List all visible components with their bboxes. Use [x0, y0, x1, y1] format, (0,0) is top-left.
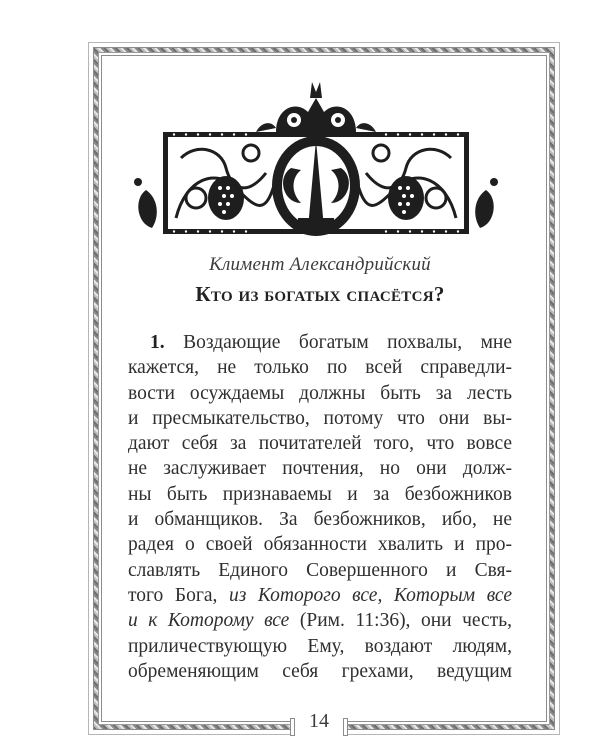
text-line: [128, 659, 512, 684]
text-run: того Бога,: [128, 584, 229, 606]
text-run: радея о своей обязанности хвалить и про-: [128, 534, 512, 556]
text-line: [128, 355, 512, 380]
text-line: [128, 456, 512, 481]
text-run: не заслуживает почтения, но они долж-: [128, 458, 512, 480]
text-line: [128, 583, 512, 608]
text-line: [128, 608, 512, 633]
body-paragraph: [128, 330, 512, 684]
text-run: вости осуждаемы должны быть за лесть: [128, 382, 512, 404]
text-run: ны быть признаваемы и за безбожников: [128, 483, 512, 505]
text-line: [128, 431, 512, 456]
text-line: [128, 482, 512, 507]
text-run: (Рим. 11:36), они честь,: [289, 610, 512, 632]
chapter-title: Кто из богатых спасётся?: [195, 282, 445, 306]
text-run: Воздающие богатым похвалы, мне: [183, 332, 512, 353]
text-run: и пресмыкательство, потому что они вы-: [128, 407, 512, 429]
page-number: 14: [309, 710, 329, 732]
text-line: [128, 381, 512, 406]
text-line: [128, 507, 512, 532]
text-line: [128, 406, 512, 431]
text-run: и обманщиков. За безбожников, ибо, не: [128, 509, 512, 531]
text-line: [128, 634, 512, 659]
text-run: дают себя за почитателей того, что вовсе: [128, 433, 512, 455]
scripture-quote: из Которого все, Которым все: [228, 584, 512, 606]
paragraph-number: 1.: [150, 332, 184, 353]
scripture-quote: и к Которому все: [128, 610, 290, 632]
text-line: [128, 558, 512, 583]
text-run: славлять Единого Совершенного и Свя-: [128, 559, 512, 581]
text-line: [128, 330, 512, 355]
floral-headpiece-ornament-icon: [126, 78, 506, 238]
text-run: приличествующую Ему, воздают людям,: [128, 635, 512, 657]
text-run: обременяющим себя грехами, ведущим: [128, 660, 512, 682]
author-name: Климент Александрийский: [209, 254, 431, 275]
text-line: [128, 532, 512, 557]
text-run: кажется, не только по всей справедли-: [128, 357, 512, 379]
